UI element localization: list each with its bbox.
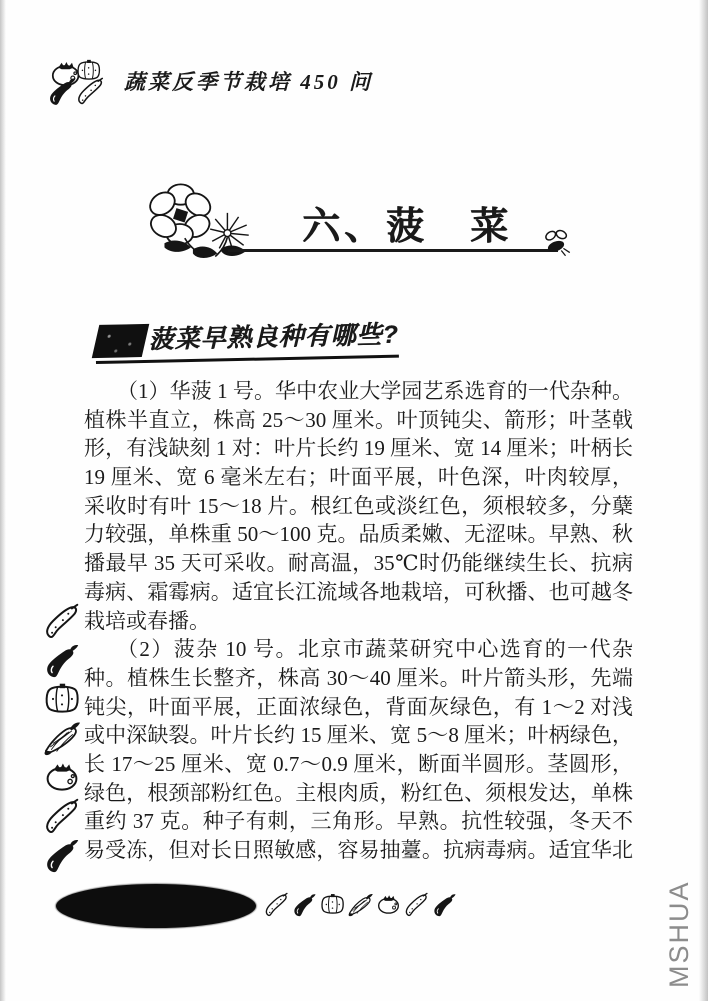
flower-bouquet-icon xyxy=(134,180,266,270)
paragraph-boza-10 xyxy=(84,635,633,865)
chapter-title: 六、菠 菜 xyxy=(302,206,513,248)
eggplant-icon xyxy=(291,888,318,921)
text-line: 力较强，单株重 50～100 克。品质柔嫩、无涩味。早熟、秋 xyxy=(84,522,633,547)
text-line: 易受冻，但对长日照敏感，容易抽薹。抗病毒病。适宜华北 xyxy=(84,838,633,862)
tomato-icon xyxy=(39,759,85,795)
chapter-rule xyxy=(228,249,558,252)
text-line: （1）华菠 1 号。华中农业大学园艺系选育的一代杂种。 xyxy=(117,379,633,403)
body-text xyxy=(84,377,633,865)
eggplant-icon xyxy=(39,642,85,678)
text-line: 种。植株生长整齐，株高 30～40 厘米。叶片箭头形，先端 xyxy=(84,665,633,690)
text-line: 形，有浅缺刻 1 对：叶片长约 19 厘米、宽 14 厘米；叶柄长 xyxy=(84,436,633,461)
pumpkin-icon xyxy=(39,681,85,717)
cucumber-icon xyxy=(403,888,430,921)
text-line: 毒病、霜霉病。适宜长江流域各地栽培，可秋播、也可越冬 xyxy=(84,579,633,604)
bee-icon xyxy=(538,226,574,258)
text-line: 绿色，根颈部粉红色。主根肉质，粉红色、须根发达，单株 xyxy=(84,780,633,805)
scan-edge-right xyxy=(699,0,708,1001)
text-line: 长 17～25 厘米、宽 0.7～0.9 厘米，断面半圆形。茎圆形， xyxy=(84,751,633,776)
text-line: 19 厘米、宽 6 毫米左右；叶面平展，叶色深，叶肉较厚， xyxy=(84,465,633,490)
book-title: 蔬菜反季节栽培 450 问 xyxy=(124,70,373,94)
corn-icon xyxy=(39,720,85,756)
text-line: 播最早 35 天可采收。耐高温，35℃时仍能继续生长、抗病 xyxy=(84,551,633,576)
paragraph-huabo-1 xyxy=(84,377,633,635)
text-line: 或中深缺裂。叶片长约 15 厘米、宽 5～8 厘米；叶柄绿色， xyxy=(84,723,633,748)
black-ellipse-icon xyxy=(56,884,256,928)
left-margin-vegetable-strip xyxy=(33,603,91,873)
eggplant-icon xyxy=(39,837,85,873)
cucumber-icon xyxy=(39,798,85,834)
text-line: 植株半直立，株高 25～30 厘米。叶顶钝尖、箭形；叶茎戟 xyxy=(84,407,633,432)
scan-edge-left xyxy=(0,0,6,1001)
section-heading-text: 菠菜早熟良种有哪些? xyxy=(148,320,400,354)
black-parallelogram-icon xyxy=(92,324,150,358)
tomato-icon xyxy=(375,888,402,921)
cucumber-icon xyxy=(39,603,85,639)
bottom-vegetable-row xyxy=(263,888,458,921)
text-line: 栽培或春播。 xyxy=(84,608,210,633)
section-heading xyxy=(95,315,399,364)
text-line: （2）菠杂 10 号。北京市蔬菜研究中心选育的一代杂 xyxy=(117,637,633,662)
corn-icon xyxy=(347,888,374,921)
text-line: 采收时有叶 15～18 片。根红色或淡红色，须根较多，分蘖 xyxy=(84,493,633,518)
pumpkin-icon xyxy=(319,888,346,921)
eggplant-icon xyxy=(431,888,458,921)
text-line: 钝尖，叶面平展，正面浓绿色，背面灰绿色，有 1～2 对浅 xyxy=(84,694,633,719)
cucumber-icon xyxy=(263,888,290,921)
text-line: 重约 37 克。种子有刺，三角形。早熟。抗性较强，冬天不 xyxy=(84,809,633,834)
vegetable-cluster-icon xyxy=(48,58,114,106)
watermark: MSHUA xyxy=(664,880,694,988)
